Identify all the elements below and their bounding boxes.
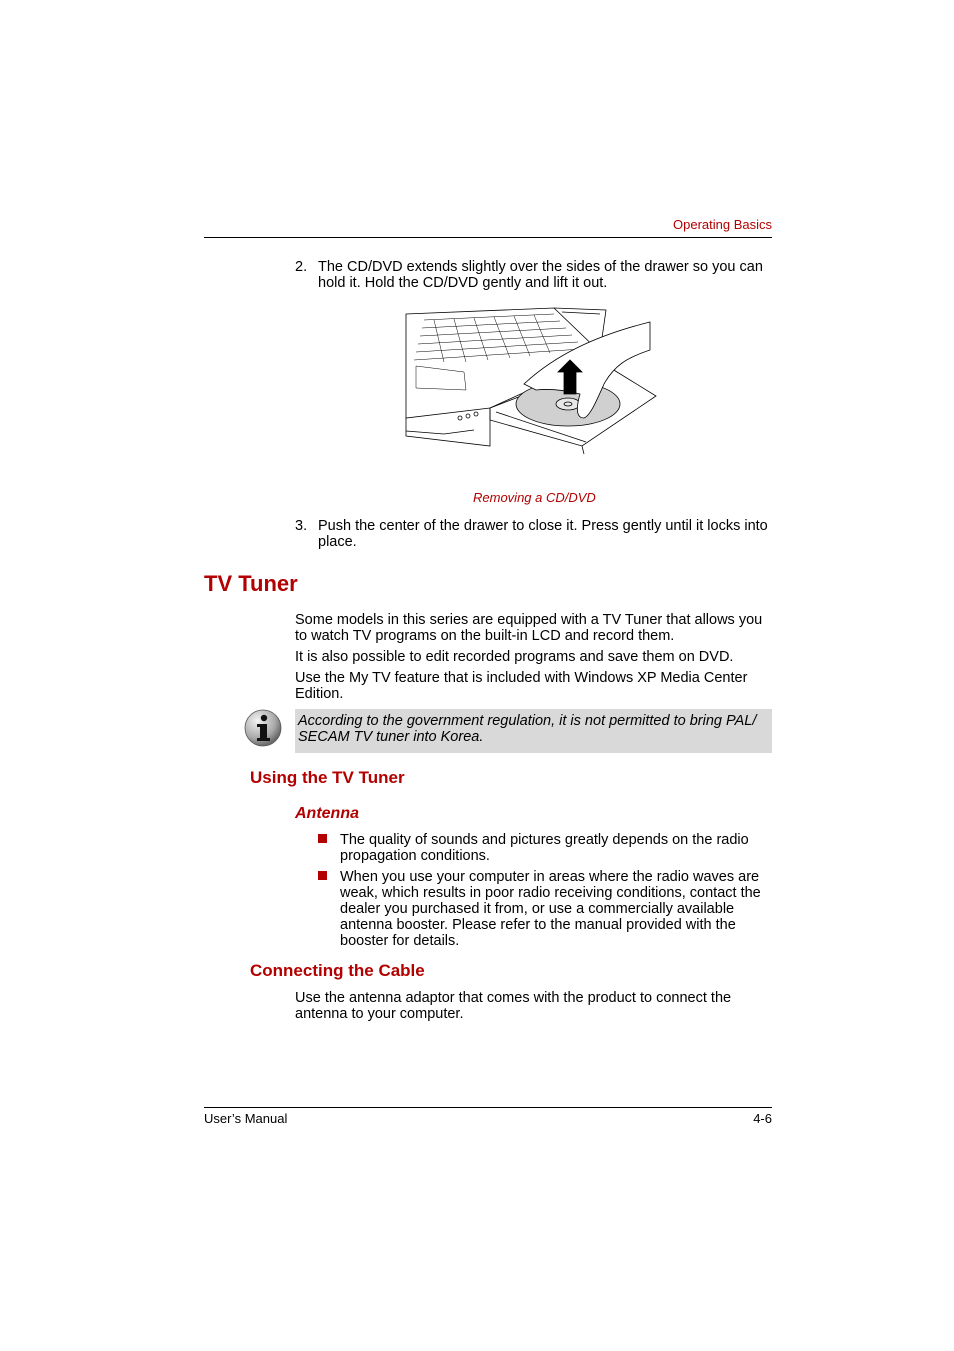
paragraph: Some models in this series are equipped with a TV Tuner that allows you to watch TV programs on the built-in LCD and record them. (295, 612, 763, 644)
figure-caption: Removing a CD/DVD (473, 490, 596, 505)
step-number: 2. (295, 259, 308, 275)
list-item: The quality of sounds and pictures greatly depends on the radio propagation conditions. (340, 832, 749, 864)
note-text: According to the government regulation, it is not permitted to bring PAL/ SECAM TV tuner into Korea. (298, 713, 757, 745)
step-number: 3. (295, 518, 308, 534)
subsection-title: Using the TV Tuner (250, 768, 405, 787)
paragraph: Use the My TV feature that is included with Windows XP Media Center Edition. (295, 670, 748, 702)
paragraph: Use the antenna adaptor that comes with the product to connect the antenna to your computer. (295, 990, 732, 1022)
sub-subsection-title: Antenna (295, 805, 359, 822)
footer-rule (204, 1107, 772, 1108)
paragraph: It is also possible to edit recorded programs and save them on DVD. (295, 649, 734, 665)
running-header: Operating Basics (673, 217, 772, 232)
section-title: TV Tuner (204, 571, 298, 596)
bullet-icon (318, 871, 327, 880)
page-number: 4-6 (753, 1111, 772, 1126)
list-item: When you use your computer in areas where the radio waves are weak, which results in poor radio receiving conditions, contact the dealer you purchased it from, or use a commercially available antenna booster. Please refer to the manual provided with the booster for details. (340, 869, 761, 949)
header-rule (204, 237, 772, 238)
bullet-icon (318, 834, 327, 843)
subsection-title: Connecting the Cable (250, 961, 425, 980)
note-box (295, 709, 772, 753)
step-text: Push the center of the drawer to close it. Press gently until it locks into place. (318, 518, 768, 550)
step-text: The CD/DVD extends slightly over the sides of the drawer so you can hold it. Hold the CD/DVD gently and lift it out. (318, 259, 763, 291)
footer-title: User’s Manual (204, 1111, 288, 1126)
laptop-disc-illustration (404, 306, 660, 456)
info-icon (244, 709, 282, 747)
